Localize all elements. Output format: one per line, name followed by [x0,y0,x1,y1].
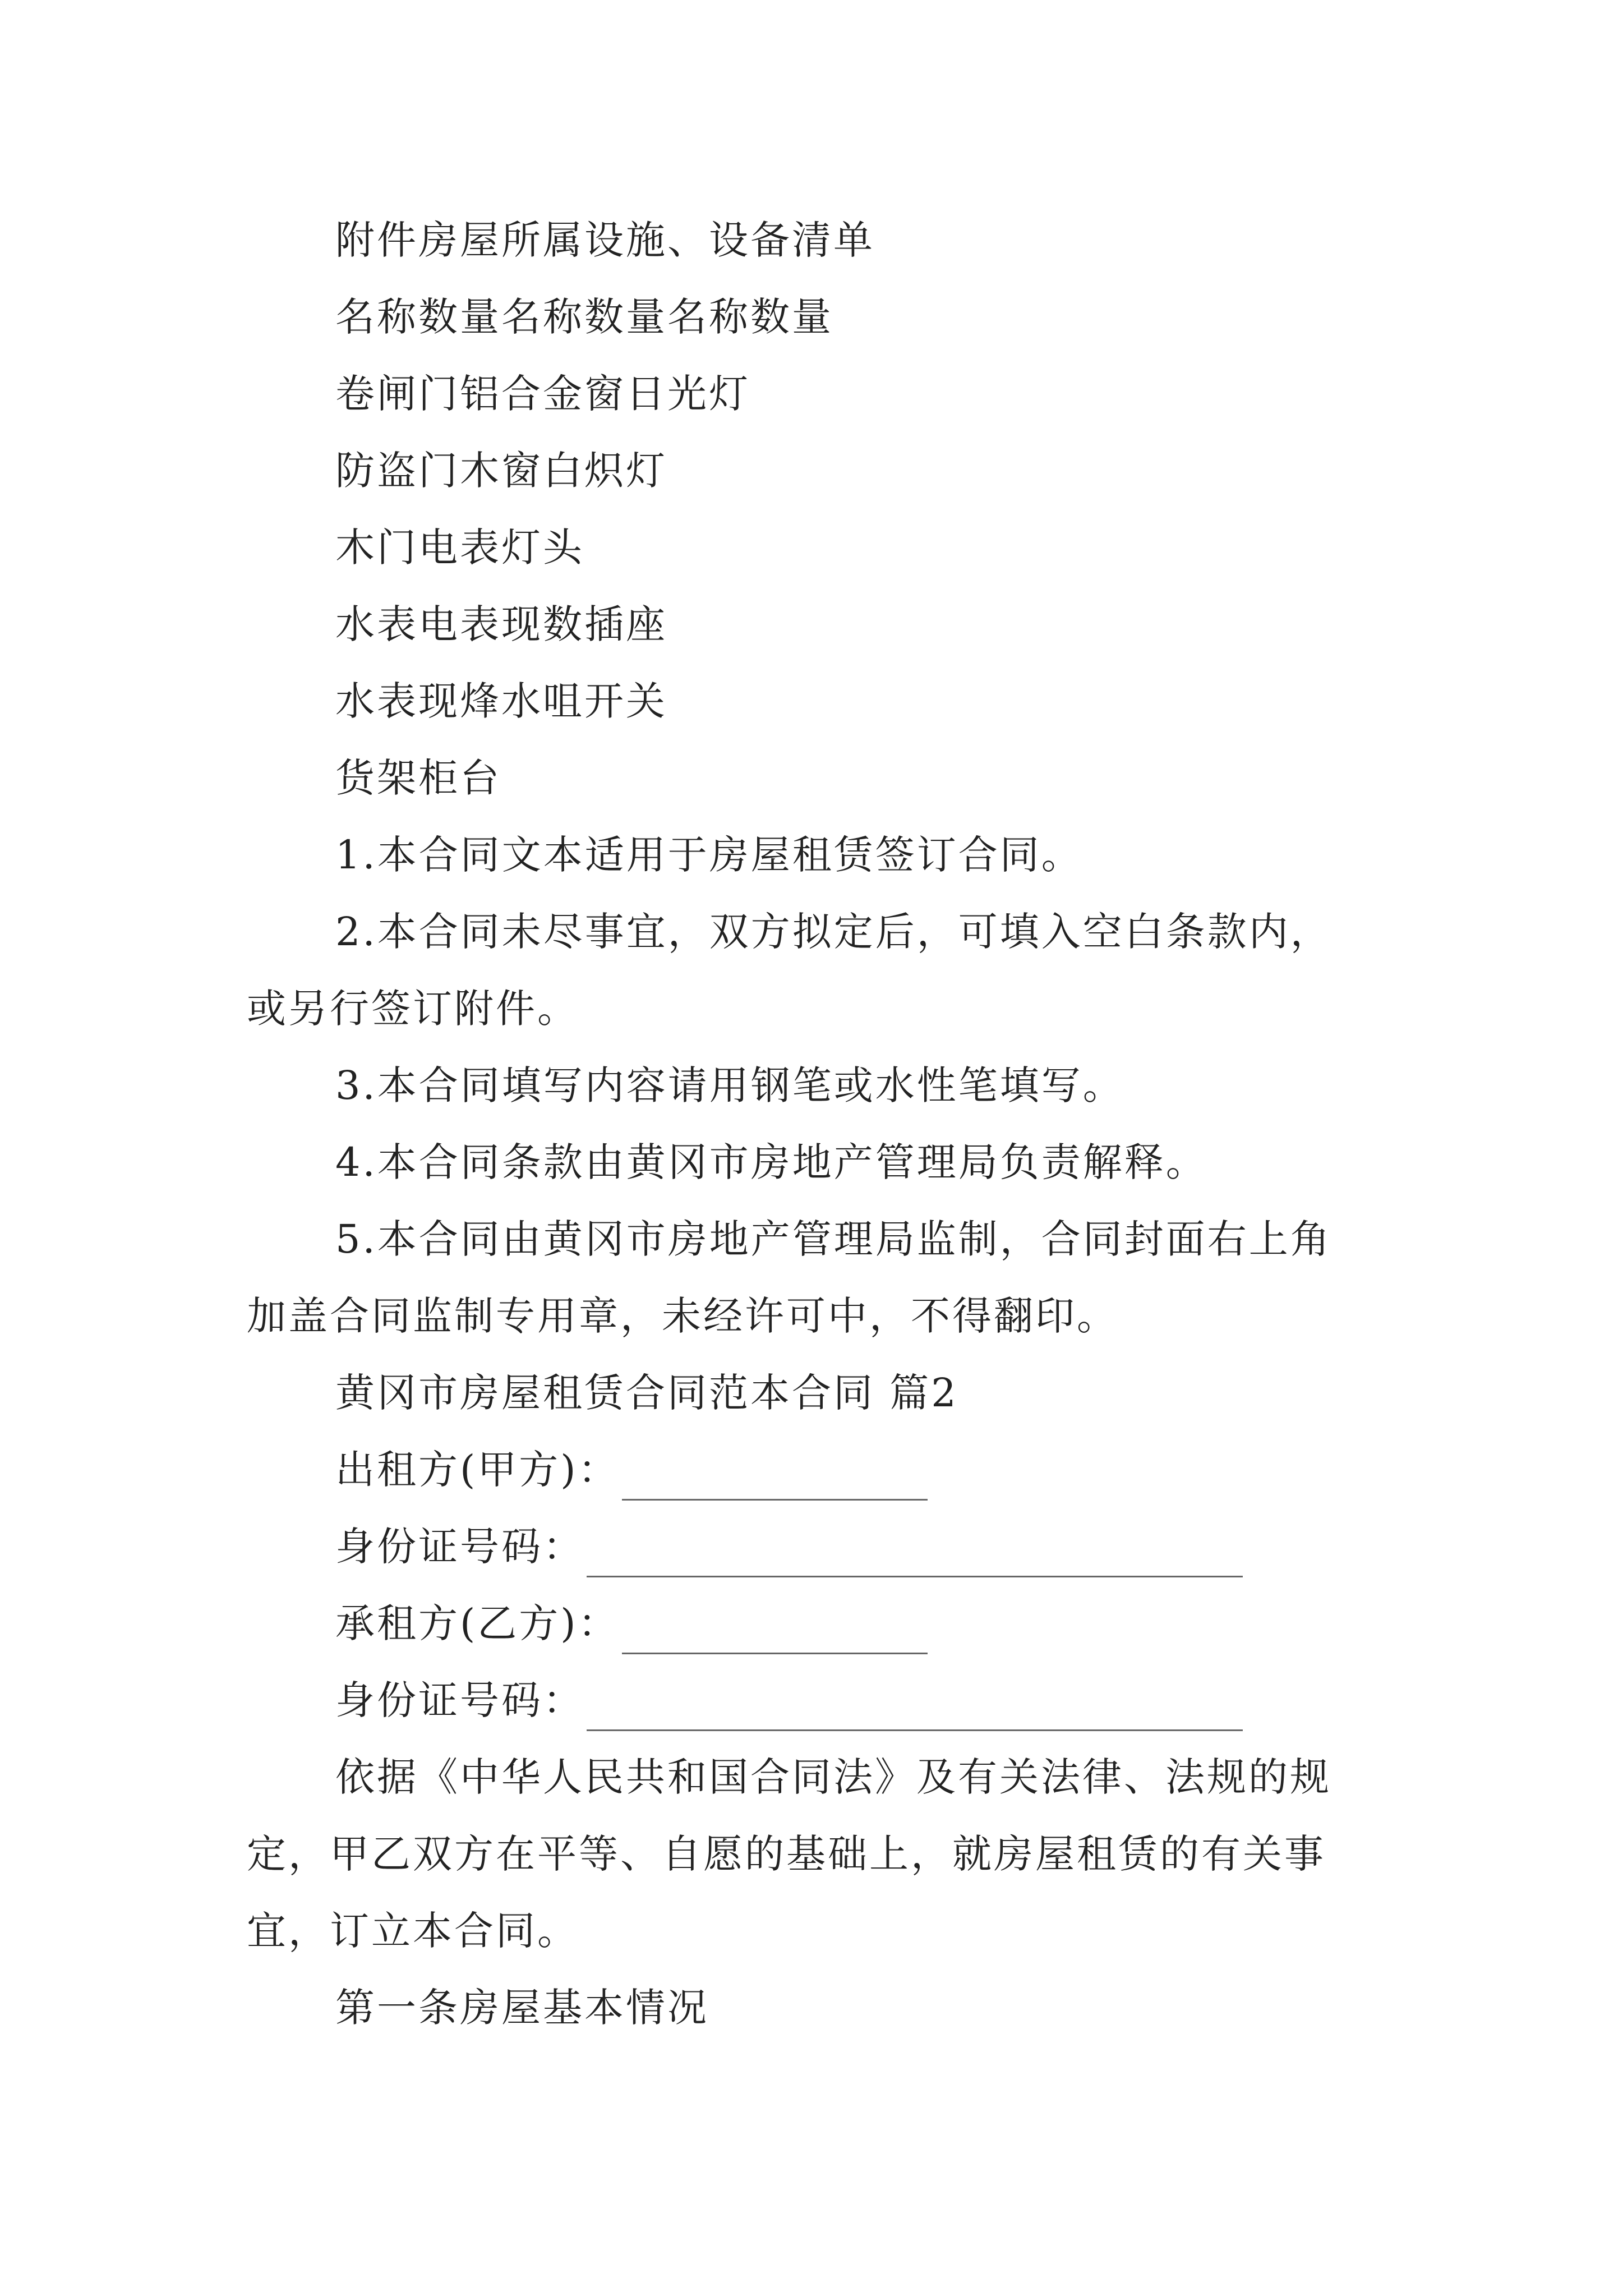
list-item: 水表现烽水咀开关 [335,678,667,724]
list-item: 木门电表灯头 [335,524,584,570]
lessor-blank[interactable] [622,1460,928,1501]
note-1: 1.本合同文本适用于房屋租赁签订合同。 [335,832,1083,878]
document-body [247,202,1391,2046]
section-heading: 黄冈市房屋租赁合同范本合同 篇2 [335,1370,958,1416]
preamble-line: 定，甲乙双方在平等、自愿的基础上，就房屋租赁的有关事 [247,1831,1326,1877]
lessee-id-field [247,1662,1391,1739]
note-3: 3.本合同填写内容请用钢笔或水性笔填写。 [335,1062,1124,1108]
note-2-continued: 或另行签订附件。 [247,986,579,1032]
list-item: 名称数量名称数量名称数量 [335,294,833,340]
preamble-line: 宜，订立本合同。 [247,1908,579,1954]
preamble-line: 依据《中华人民共和国合同法》及有关法律、法规的规 [335,1754,1331,1800]
field-label: 身份证号码： [335,1677,584,1723]
note-2: 2.本合同未尽事宜，双方拟定后，可填入空白条款内， [335,909,1332,955]
lessor-id-blank[interactable] [587,1536,1243,1577]
list-item: 卷闸门铝合金窗日光灯 [335,371,750,417]
lessor-id-field [247,1508,1391,1585]
list-item: 水表电表现数插座 [335,601,667,647]
list-item: 防盗门木窗白炽灯 [335,448,667,494]
attachment-title: 附件房屋所属设施、设备清单 [335,217,875,263]
field-label: 承租方(乙方)： [335,1600,620,1646]
lessor-field [247,1432,1391,1508]
lessee-blank[interactable] [622,1613,928,1654]
note-4: 4.本合同条款由黄冈市房地产管理局负责解释。 [335,1139,1207,1185]
note-5-continued: 加盖合同监制专用章，未经许可中，不得翻印。 [247,1293,1118,1339]
note-5: 5.本合同由黄冈市房地产管理局监制，合同封面右上角 [335,1216,1332,1262]
field-label: 出租方(甲方)： [335,1447,620,1493]
list-item: 货架柜台 [335,755,501,801]
article-1-heading: 第一条房屋基本情况 [335,1985,709,2031]
lessee-field [247,1585,1391,1662]
lessee-id-blank[interactable] [587,1690,1243,1731]
field-label: 身份证号码： [335,1524,584,1570]
